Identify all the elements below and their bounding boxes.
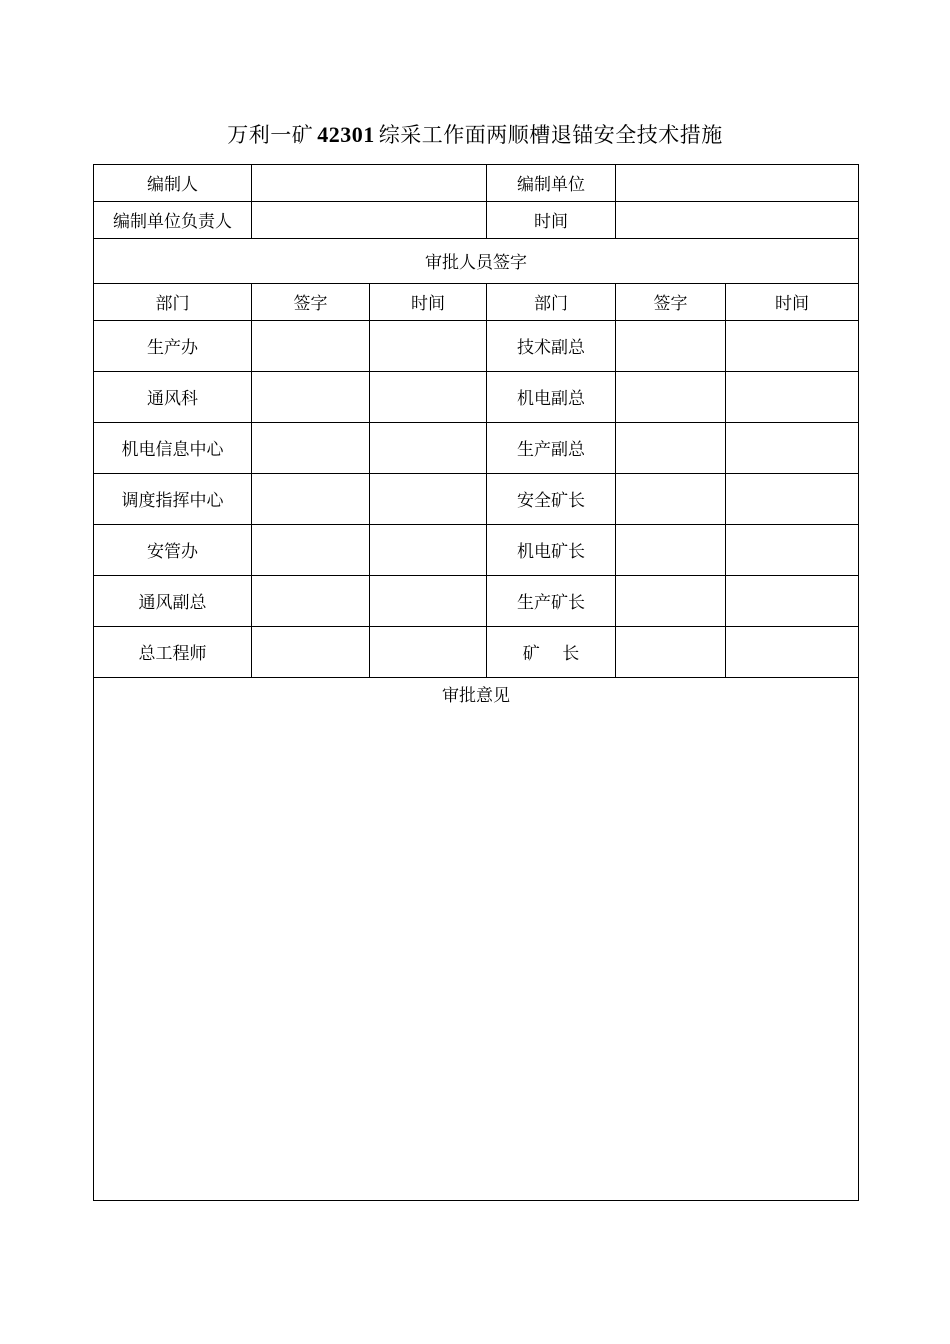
approval-column-header-row xyxy=(94,284,859,321)
column-header: 签字 xyxy=(616,284,726,321)
time-cell[interactable] xyxy=(370,474,487,525)
dept-cell: 通风副总 xyxy=(94,576,252,627)
unit-label: 编制单位 xyxy=(517,175,585,195)
dept-cell: 安全矿长 xyxy=(487,474,616,525)
dept-cell: 通风科 xyxy=(94,372,252,423)
signature-cell[interactable] xyxy=(616,576,726,627)
column-header: 时间 xyxy=(370,284,487,321)
dept-cell: 生产办 xyxy=(94,321,252,372)
document-title xyxy=(0,118,950,152)
dept-cell: 机电副总 xyxy=(487,372,616,423)
approval-opinion-label: 审批意见 xyxy=(442,686,510,706)
signature-cell[interactable] xyxy=(616,372,726,423)
column-header: 签字 xyxy=(252,284,370,321)
compiler-value-cell[interactable] xyxy=(252,165,487,202)
signature-cell[interactable] xyxy=(252,423,370,474)
unit-head-label-cell xyxy=(94,202,252,239)
time-cell[interactable] xyxy=(726,372,859,423)
table-row xyxy=(94,321,859,372)
time-cell[interactable] xyxy=(726,627,859,678)
time-cell[interactable] xyxy=(370,627,487,678)
unit-label-cell xyxy=(487,165,616,202)
time-value-cell[interactable] xyxy=(616,202,859,239)
time-cell[interactable] xyxy=(370,423,487,474)
time-cell[interactable] xyxy=(370,321,487,372)
unit-head-row xyxy=(94,202,859,239)
signature-cell[interactable] xyxy=(252,372,370,423)
signature-cell[interactable] xyxy=(252,321,370,372)
signature-cell[interactable] xyxy=(616,423,726,474)
time-cell[interactable] xyxy=(370,372,487,423)
table-row xyxy=(94,474,859,525)
signature-cell[interactable] xyxy=(616,474,726,525)
time-cell[interactable] xyxy=(726,423,859,474)
time-cell[interactable] xyxy=(726,474,859,525)
approval-section-title-cell xyxy=(94,239,859,284)
time-cell[interactable] xyxy=(726,525,859,576)
title-number: 42301 xyxy=(317,122,375,147)
dept-cell: 矿 长 xyxy=(487,627,616,678)
signature-cell[interactable] xyxy=(616,627,726,678)
signature-cell[interactable] xyxy=(252,525,370,576)
compiler-label-cell xyxy=(94,165,252,202)
table-row xyxy=(94,525,859,576)
approval-section-row xyxy=(94,239,859,284)
compiler-row xyxy=(94,165,859,202)
table-row xyxy=(94,372,859,423)
unit-head-value-cell[interactable] xyxy=(252,202,487,239)
unit-head-label: 编制单位负责人 xyxy=(113,212,232,232)
time-label: 时间 xyxy=(534,212,568,232)
dept-cell: 总工程师 xyxy=(94,627,252,678)
time-cell[interactable] xyxy=(370,525,487,576)
signature-cell[interactable] xyxy=(252,576,370,627)
approval-section-title: 审批人员签字 xyxy=(425,253,527,273)
time-label-cell xyxy=(487,202,616,239)
table-row xyxy=(94,576,859,627)
time-cell[interactable] xyxy=(726,576,859,627)
column-header: 部门 xyxy=(94,284,252,321)
unit-value-cell[interactable] xyxy=(616,165,859,202)
column-header: 部门 xyxy=(487,284,616,321)
table-row xyxy=(94,627,859,678)
title-suffix: 综采工作面两顺槽退锚安全技术措施 xyxy=(378,123,723,147)
dept-cell: 机电信息中心 xyxy=(94,423,252,474)
compiler-label: 编制人 xyxy=(147,175,198,195)
signature-cell[interactable] xyxy=(252,627,370,678)
signature-cell[interactable] xyxy=(616,525,726,576)
approval-opinion-cell[interactable] xyxy=(94,678,859,1201)
approval-form-table xyxy=(93,164,859,1201)
dept-cell: 安管办 xyxy=(94,525,252,576)
dept-cell: 生产矿长 xyxy=(487,576,616,627)
table-row xyxy=(94,423,859,474)
dept-cell: 技术副总 xyxy=(487,321,616,372)
approval-opinion-row xyxy=(94,678,859,1201)
signature-cell[interactable] xyxy=(252,474,370,525)
dept-cell: 调度指挥中心 xyxy=(94,474,252,525)
dept-cell: 生产副总 xyxy=(487,423,616,474)
title-prefix: 万利一矿 xyxy=(227,123,314,147)
column-header: 时间 xyxy=(726,284,859,321)
time-cell[interactable] xyxy=(726,321,859,372)
dept-cell: 机电矿长 xyxy=(487,525,616,576)
time-cell[interactable] xyxy=(370,576,487,627)
signature-cell[interactable] xyxy=(616,321,726,372)
